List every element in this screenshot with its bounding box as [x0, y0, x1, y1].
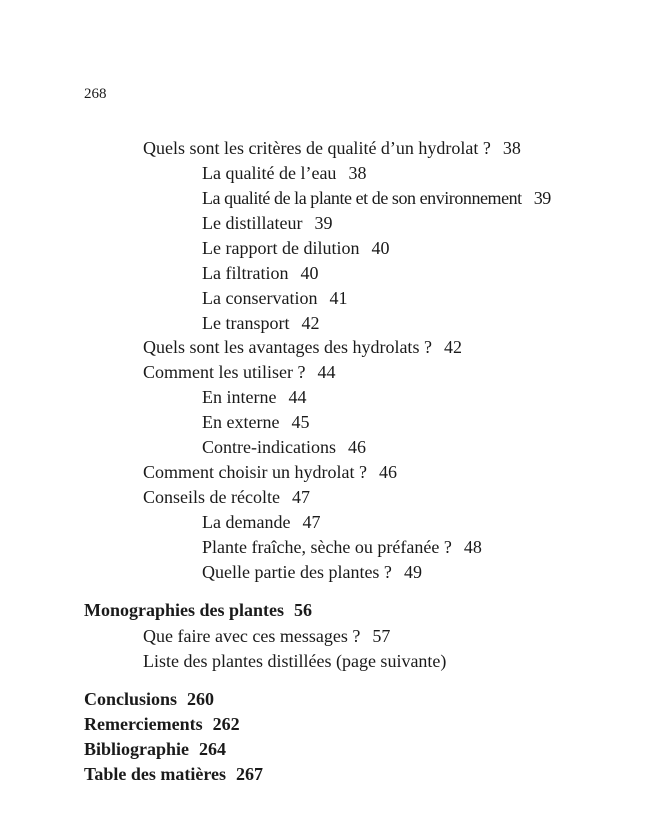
toc-entry [143, 363, 335, 381]
toc-entry-title: En externe [202, 412, 280, 432]
page-number: 268 [84, 86, 107, 102]
toc-entry-title: Le distillateur [202, 213, 303, 233]
toc-entry-title: Comment les utiliser ? [143, 362, 306, 382]
toc-entry-page: 40 [371, 238, 390, 258]
toc-entry-title: Quelle partie des plantes ? [202, 562, 392, 582]
toc-entry-title: Table des matières [84, 764, 226, 784]
toc-entry-page: 57 [372, 626, 391, 646]
toc-entry-page: 49 [403, 562, 422, 582]
toc-entry-title: Monographies des plantes [84, 600, 285, 620]
toc-entry-page: 42 [301, 313, 320, 333]
toc-entry [202, 563, 422, 581]
toc-entry-page: 264 [199, 739, 227, 759]
toc-entry-title: Le transport [202, 313, 290, 333]
toc-entry [202, 388, 306, 406]
toc-entry [202, 214, 332, 232]
toc-entry-page: 40 [300, 263, 319, 283]
toc-entry [202, 513, 320, 531]
toc-entry [202, 413, 309, 431]
toc-entry-title: Quels sont les avantages des hydrolats ? [143, 337, 432, 357]
toc-entry-page: 38 [348, 163, 367, 183]
toc-entry [202, 239, 389, 257]
toc-entry [143, 488, 310, 506]
toc-entry [143, 463, 397, 481]
toc-entry-page: 39 [314, 213, 333, 233]
toc-entry-title: Quels sont les critères de qualité d’un hydrolat ? [143, 138, 491, 158]
toc-entry-title: La qualité de la plante et de son environnement [202, 188, 522, 208]
toc-entry-title: La filtration [202, 263, 289, 283]
toc-entry [202, 438, 366, 456]
toc-entry [143, 627, 390, 645]
toc-entry-main [84, 740, 226, 758]
toc-entry [143, 139, 521, 157]
toc-entry-page: 46 [347, 437, 366, 457]
toc-entry-page: 267 [236, 764, 263, 784]
toc-entry-page: 262 [212, 714, 240, 734]
toc-entry [202, 538, 482, 556]
toc-entry-page: 41 [329, 288, 348, 308]
toc-entry [202, 264, 318, 282]
toc-entry-page: 47 [302, 512, 321, 532]
toc-entry-title: Bibliographie [84, 739, 190, 759]
toc-entry-page: 44 [317, 362, 336, 382]
toc-entry-page: 56 [294, 600, 313, 620]
toc-entry-page: 46 [378, 462, 397, 482]
toc-entry-page: 260 [187, 689, 215, 709]
toc-entry-title: Contre-indications [202, 437, 336, 457]
toc-entry-title: Remerciements [84, 714, 203, 734]
toc-entry-title: Que faire avec ces messages ? [143, 626, 361, 646]
toc-entry-title: Liste des plantes distillées (page suivante) [143, 651, 447, 671]
toc-entry-title: La demande [202, 512, 291, 532]
toc-entry [143, 652, 458, 670]
toc-entry-title: Le rapport de dilution [202, 238, 360, 258]
toc-entry-title: Conseils de récolte [143, 487, 280, 507]
toc-entry [202, 189, 551, 207]
toc-entry-main [84, 715, 240, 733]
toc-entry-page: 38 [502, 138, 521, 158]
toc-entry-title: La conservation [202, 288, 318, 308]
toc-entry [143, 338, 462, 356]
toc-entry-page: 42 [443, 337, 462, 357]
toc-entry-main [84, 690, 214, 708]
toc-entry-page: 44 [288, 387, 307, 407]
toc-entry-page: 39 [533, 188, 551, 208]
toc-entry-title: Plante fraîche, sèche ou préfanée ? [202, 537, 452, 557]
toc-entry [202, 289, 347, 307]
toc-entry-title: Comment choisir un hydrolat ? [143, 462, 367, 482]
toc-entry-main [84, 765, 263, 783]
toc-entry-main [84, 601, 312, 619]
toc-entry-page: 45 [291, 412, 310, 432]
toc-entry-page: 48 [463, 537, 482, 557]
toc-entry [202, 314, 319, 332]
toc-entry-page: 47 [291, 487, 310, 507]
toc-entry [202, 164, 366, 182]
toc-entry-title: La qualité de l’eau [202, 163, 337, 183]
toc-entry-title: Conclusions [84, 689, 178, 709]
toc-entry-title: En interne [202, 387, 277, 407]
